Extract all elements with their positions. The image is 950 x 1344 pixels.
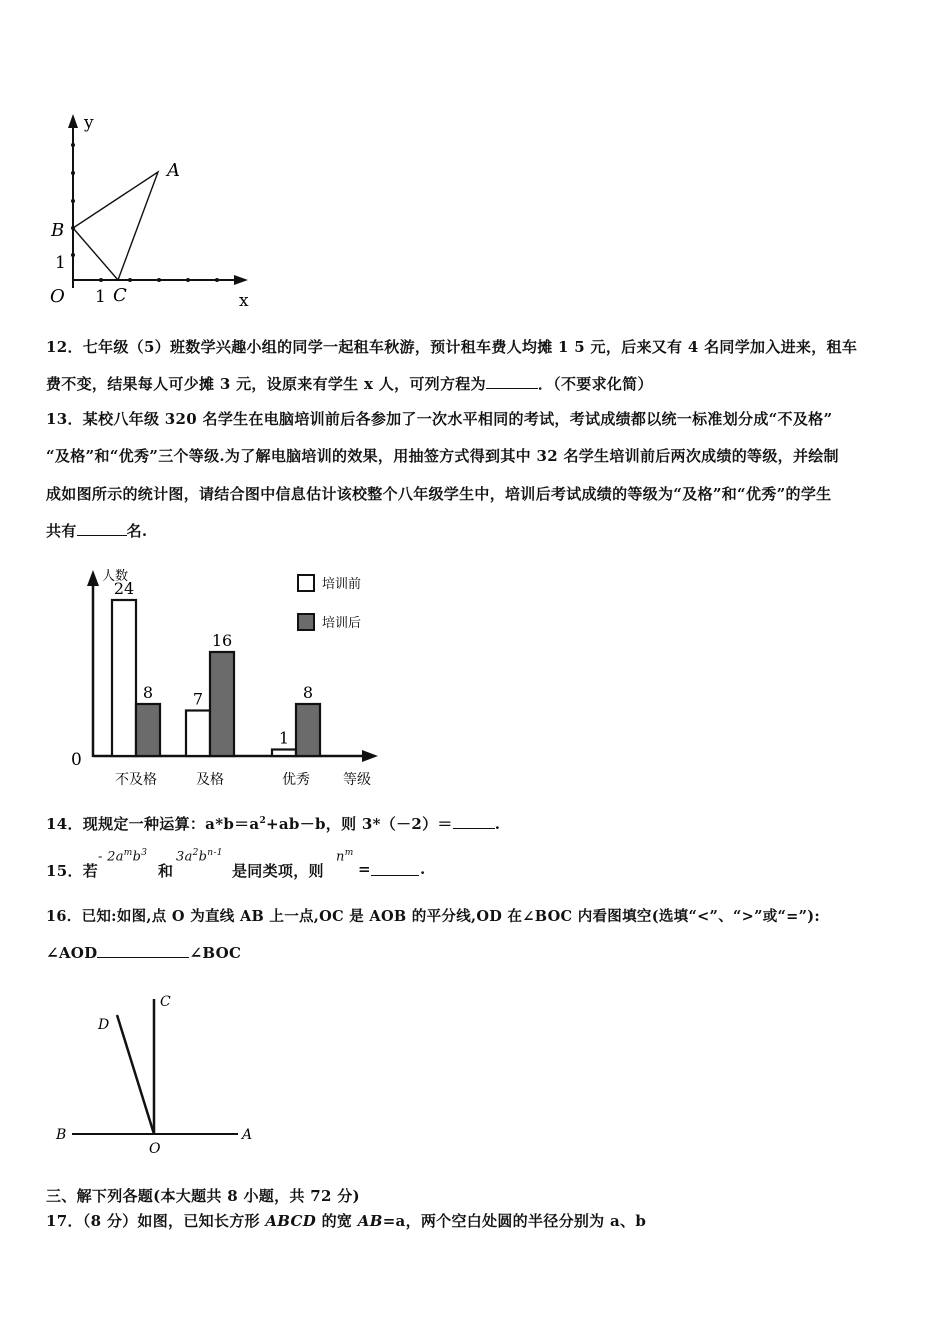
y-unit-label: 1 xyxy=(55,253,66,273)
q15-middle: 是同类项，则 xyxy=(232,862,324,880)
q14-line xyxy=(46,813,500,834)
q16-line1: 16．已知:如图,点 O 为直线 AB 上一点,OC 是 AOB 的平分线,OD 在∠BOC 内看图填空(选填“<”、“>”或“=”): xyxy=(46,908,821,925)
bar-before-0 xyxy=(112,600,136,756)
q13-line2: “及格”和“优秀”三个等级.为了解电脑培训的效果，用抽签方式得到其中 32 名学生培训前后两次成绩的等级，并绘制 xyxy=(46,447,839,465)
coordinate-figure xyxy=(40,108,270,318)
point-o-label: O xyxy=(149,1141,161,1157)
point-c-label: C xyxy=(113,285,127,306)
q13-line4-text: 共有 xyxy=(46,522,77,540)
chart-origin-label: 0 xyxy=(71,750,82,770)
point-a-label: A xyxy=(167,160,180,181)
q16-angle-aod: ∠AOD xyxy=(46,944,98,962)
q14-text: 14．现规定一种运算：a*b＝a xyxy=(46,815,260,833)
legend-swatch-before xyxy=(298,575,314,591)
q15-end: . xyxy=(420,860,426,878)
bar-after-0 xyxy=(136,704,160,756)
q16-answer-blank[interactable] xyxy=(97,942,189,958)
origin-label: O xyxy=(50,286,65,307)
point-a-label: A xyxy=(242,1127,253,1143)
q15-answer-blank[interactable] xyxy=(371,860,419,876)
q13-line3: 成如图所示的统计图，请结合图中信息估计该校整个八年级学生中，培训后考试成绩的等级为“及格”和“优秀”的学生 xyxy=(46,485,832,503)
chart-y-arrow xyxy=(87,570,99,586)
point-d-label: D xyxy=(98,1017,110,1033)
q14-end: . xyxy=(494,815,501,833)
q13-line4-end: 名. xyxy=(126,522,148,540)
q13-line4 xyxy=(46,520,147,541)
triangle-abc xyxy=(73,172,158,280)
bar-value-label: 8 xyxy=(302,683,314,702)
q17-line: 17．（8 分）如图，已知长方形 ABCD 的宽 AB=a，两个空白处圆的半径分别为 a、b xyxy=(46,1212,647,1230)
x-axis-arrow xyxy=(234,275,248,285)
q14-answer-blank[interactable] xyxy=(453,813,495,829)
q15-and: 和 xyxy=(158,862,174,880)
bar-chart xyxy=(60,560,390,795)
section3-title: 三、解下列各题(本大题共 8 小题，共 72 分) xyxy=(46,1187,360,1205)
category-label: 不及格 xyxy=(115,772,157,788)
q15-n-power-m: $n^m$ xyxy=(336,848,354,865)
point-b-label: B xyxy=(56,1127,67,1143)
q13-answer-blank[interactable] xyxy=(77,520,127,536)
x-unit-label: 1 xyxy=(95,287,106,307)
bar-after-2 xyxy=(296,704,320,756)
q12-line2 xyxy=(46,373,653,394)
point-c-label: C xyxy=(160,994,171,1010)
q12-line2-text: 费不变，结果每人可少摊 3 元，设原来有学生 x 人，可列方程为 xyxy=(46,375,486,393)
q12-line2-end: ．（不要求化简） xyxy=(537,375,653,393)
q12-line1: 12．七年级（5）班数学兴趣小组的同学一起租车秋游，预计租车费人均摊 1 5 元，后来又有 4 名同学加入进来，租车 xyxy=(46,338,858,356)
legend-swatch-after xyxy=(298,614,314,630)
q16-angle-boc: ∠BOC xyxy=(189,944,242,962)
x-axis-label: x xyxy=(239,291,249,311)
chart-y-label: 人数 xyxy=(102,569,129,584)
chart-x-label: 等级 xyxy=(343,772,371,788)
chart-x-arrow xyxy=(362,750,378,762)
q12-answer-blank[interactable] xyxy=(486,373,538,389)
q15-prefix: 15．若 xyxy=(46,862,99,880)
q16-line2 xyxy=(46,942,241,962)
bar-before-1 xyxy=(186,711,210,757)
bar-value-label: 24 xyxy=(113,579,135,598)
q15-eq: = xyxy=(358,860,371,878)
q14-superscript: 2 xyxy=(259,816,267,826)
category-label: 优秀 xyxy=(282,772,310,788)
y-axis-arrow xyxy=(68,114,78,128)
q14-text-b: +ab－b，则 3*（－2）＝ xyxy=(266,815,453,833)
bar-value-label: 8 xyxy=(142,683,154,702)
y-axis-label: y xyxy=(84,113,94,133)
legend-label-before: 培训前 xyxy=(322,577,362,592)
bar-value-label: 1 xyxy=(278,728,290,748)
q15-term2: $3a^2b^{n-1}$ xyxy=(176,848,223,865)
point-b-label: B xyxy=(51,220,65,241)
bar-value-label: 16 xyxy=(211,631,233,650)
q15-term1: - $2a^mb^3$ xyxy=(98,848,148,865)
q15-line xyxy=(46,848,446,882)
bar-after-1 xyxy=(210,652,234,756)
bar-value-label: 7 xyxy=(192,689,204,709)
legend-label-after: 培训后 xyxy=(322,616,362,631)
ray-od xyxy=(117,1015,154,1134)
angle-figure xyxy=(50,985,270,1160)
bar-before-2 xyxy=(272,750,296,757)
category-label: 及格 xyxy=(196,772,224,788)
q13-line1: 13．某校八年级 320 名学生在电脑培训前后各参加了一次水平相同的考试，考试成绩都以统一标准划分成“不及格” xyxy=(46,410,833,428)
